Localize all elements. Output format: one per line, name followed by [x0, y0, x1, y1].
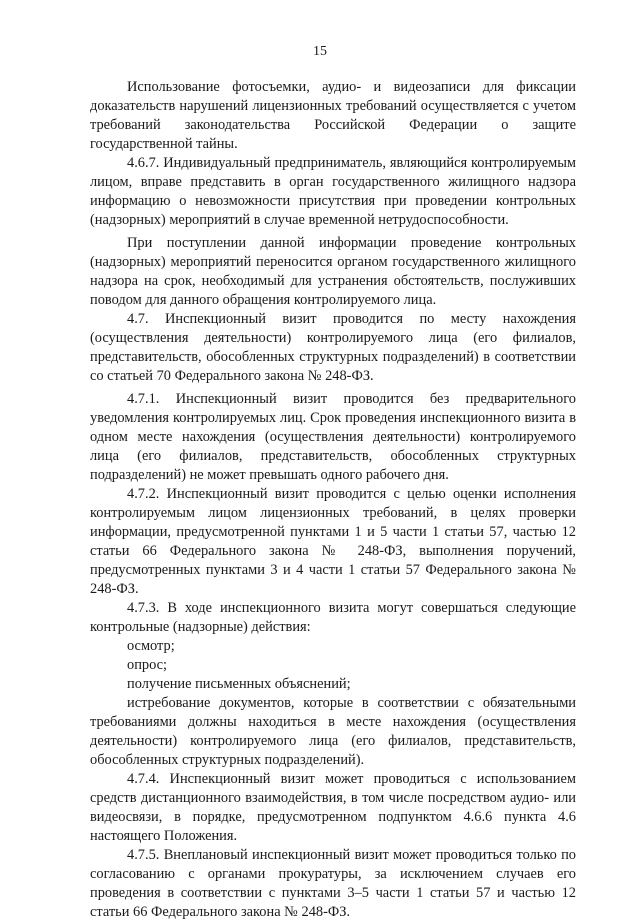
paragraph-4-7-4: 4.7.4. Инспекционный визит может проводиться с использованием средств дистанционного взаимодействия, в том числе посредством аудио- или видеосвязи, в порядке, предусмотренном подпунктом 4.6.6 пункта 4.6 настоящего Положения.: [90, 771, 576, 844]
paragraph-4-7-5: 4.7.5. Внеплановый инспекционный визит может проводиться только по согласованию с органами прокуратуры, за исключением случаев его проведения в соответствии с пунктами 3–5 части 1 статьи 57 и частью 12 статьи 66 Федерального закона № 248-ФЗ.: [90, 847, 576, 920]
action-item-documents: истребование документов, которые в соответствии с обязательными требованиями должны находиться в месте нахождения (осуществления деятельности) контролируемого лица (его филиалов, представительств, обособленных структурных подразделений).: [90, 695, 576, 768]
paragraph-4-6-7: 4.6.7. Индивидуальный предприниматель, являющийся контролируемым лицом, вправе представить в орган государственного жилищного надзора информацию о невозможности присутствия при проведении контрольных (надзорных) мероприятий в случае временной нетрудоспособности.: [90, 155, 576, 228]
action-item-explanations: получение письменных объяснений;: [127, 676, 351, 692]
document-body: [90, 78, 576, 922]
paragraph-4-7-2: 4.7.2. Инспекционный визит проводится с целью оценки исполнения контролируемым лицом лицензионных требований, в целях проверки информации, предусмотренной пунктами 1 и 5 части 1 статьи 57, частью 12 статьи 66 Федерального закона № 248-ФЗ, выполнения поручений, предусмотренных пунктами 3 и 4 части 1 статьи 57 Федерального закона № 248-ФЗ.: [90, 486, 576, 597]
paragraph-photo-recording: Использование фотосъемки, аудио- и видеозаписи для фиксации доказательств нарушений лицензионных требований осуществляется с учетом требований законодательства Российской Федерации о защите государственной тайны.: [90, 79, 576, 152]
paragraph-4-7-1: 4.7.1. Инспекционный визит проводится без предварительного уведомления контролируемых лиц. Срок проведения инспекционного визита в одном месте нахождения (осуществления деятельности) контролируемого лица (его филиалов, представительств, обособленных структурных подразделений) не может превышать одного рабочего дня.: [90, 391, 576, 483]
action-item-survey: опрос;: [127, 657, 168, 673]
page-number: 15: [313, 44, 327, 59]
paragraph-4-7: 4.7. Инспекционный визит проводится по месту нахождения (осуществления деятельности) контролируемого лица (его филиалов, представительств, обособленных структурных подразделений) в соответствии со статьей 70 Федерального закона № 248-ФЗ.: [90, 311, 576, 384]
paragraph-4-7-3: 4.7.3. В ходе инспекционного визита могут совершаться следующие контрольные (надзорные) действия:: [90, 600, 576, 635]
paragraph-postponement: При поступлении данной информации проведение контрольных (надзорных) мероприятий переносится органом государственного жилищного надзора на срок, необходимый для устранения обстоятельств, послуживших поводом для данного обращения контролируемого лица.: [90, 235, 576, 308]
action-item-inspection: осмотр;: [127, 638, 175, 654]
